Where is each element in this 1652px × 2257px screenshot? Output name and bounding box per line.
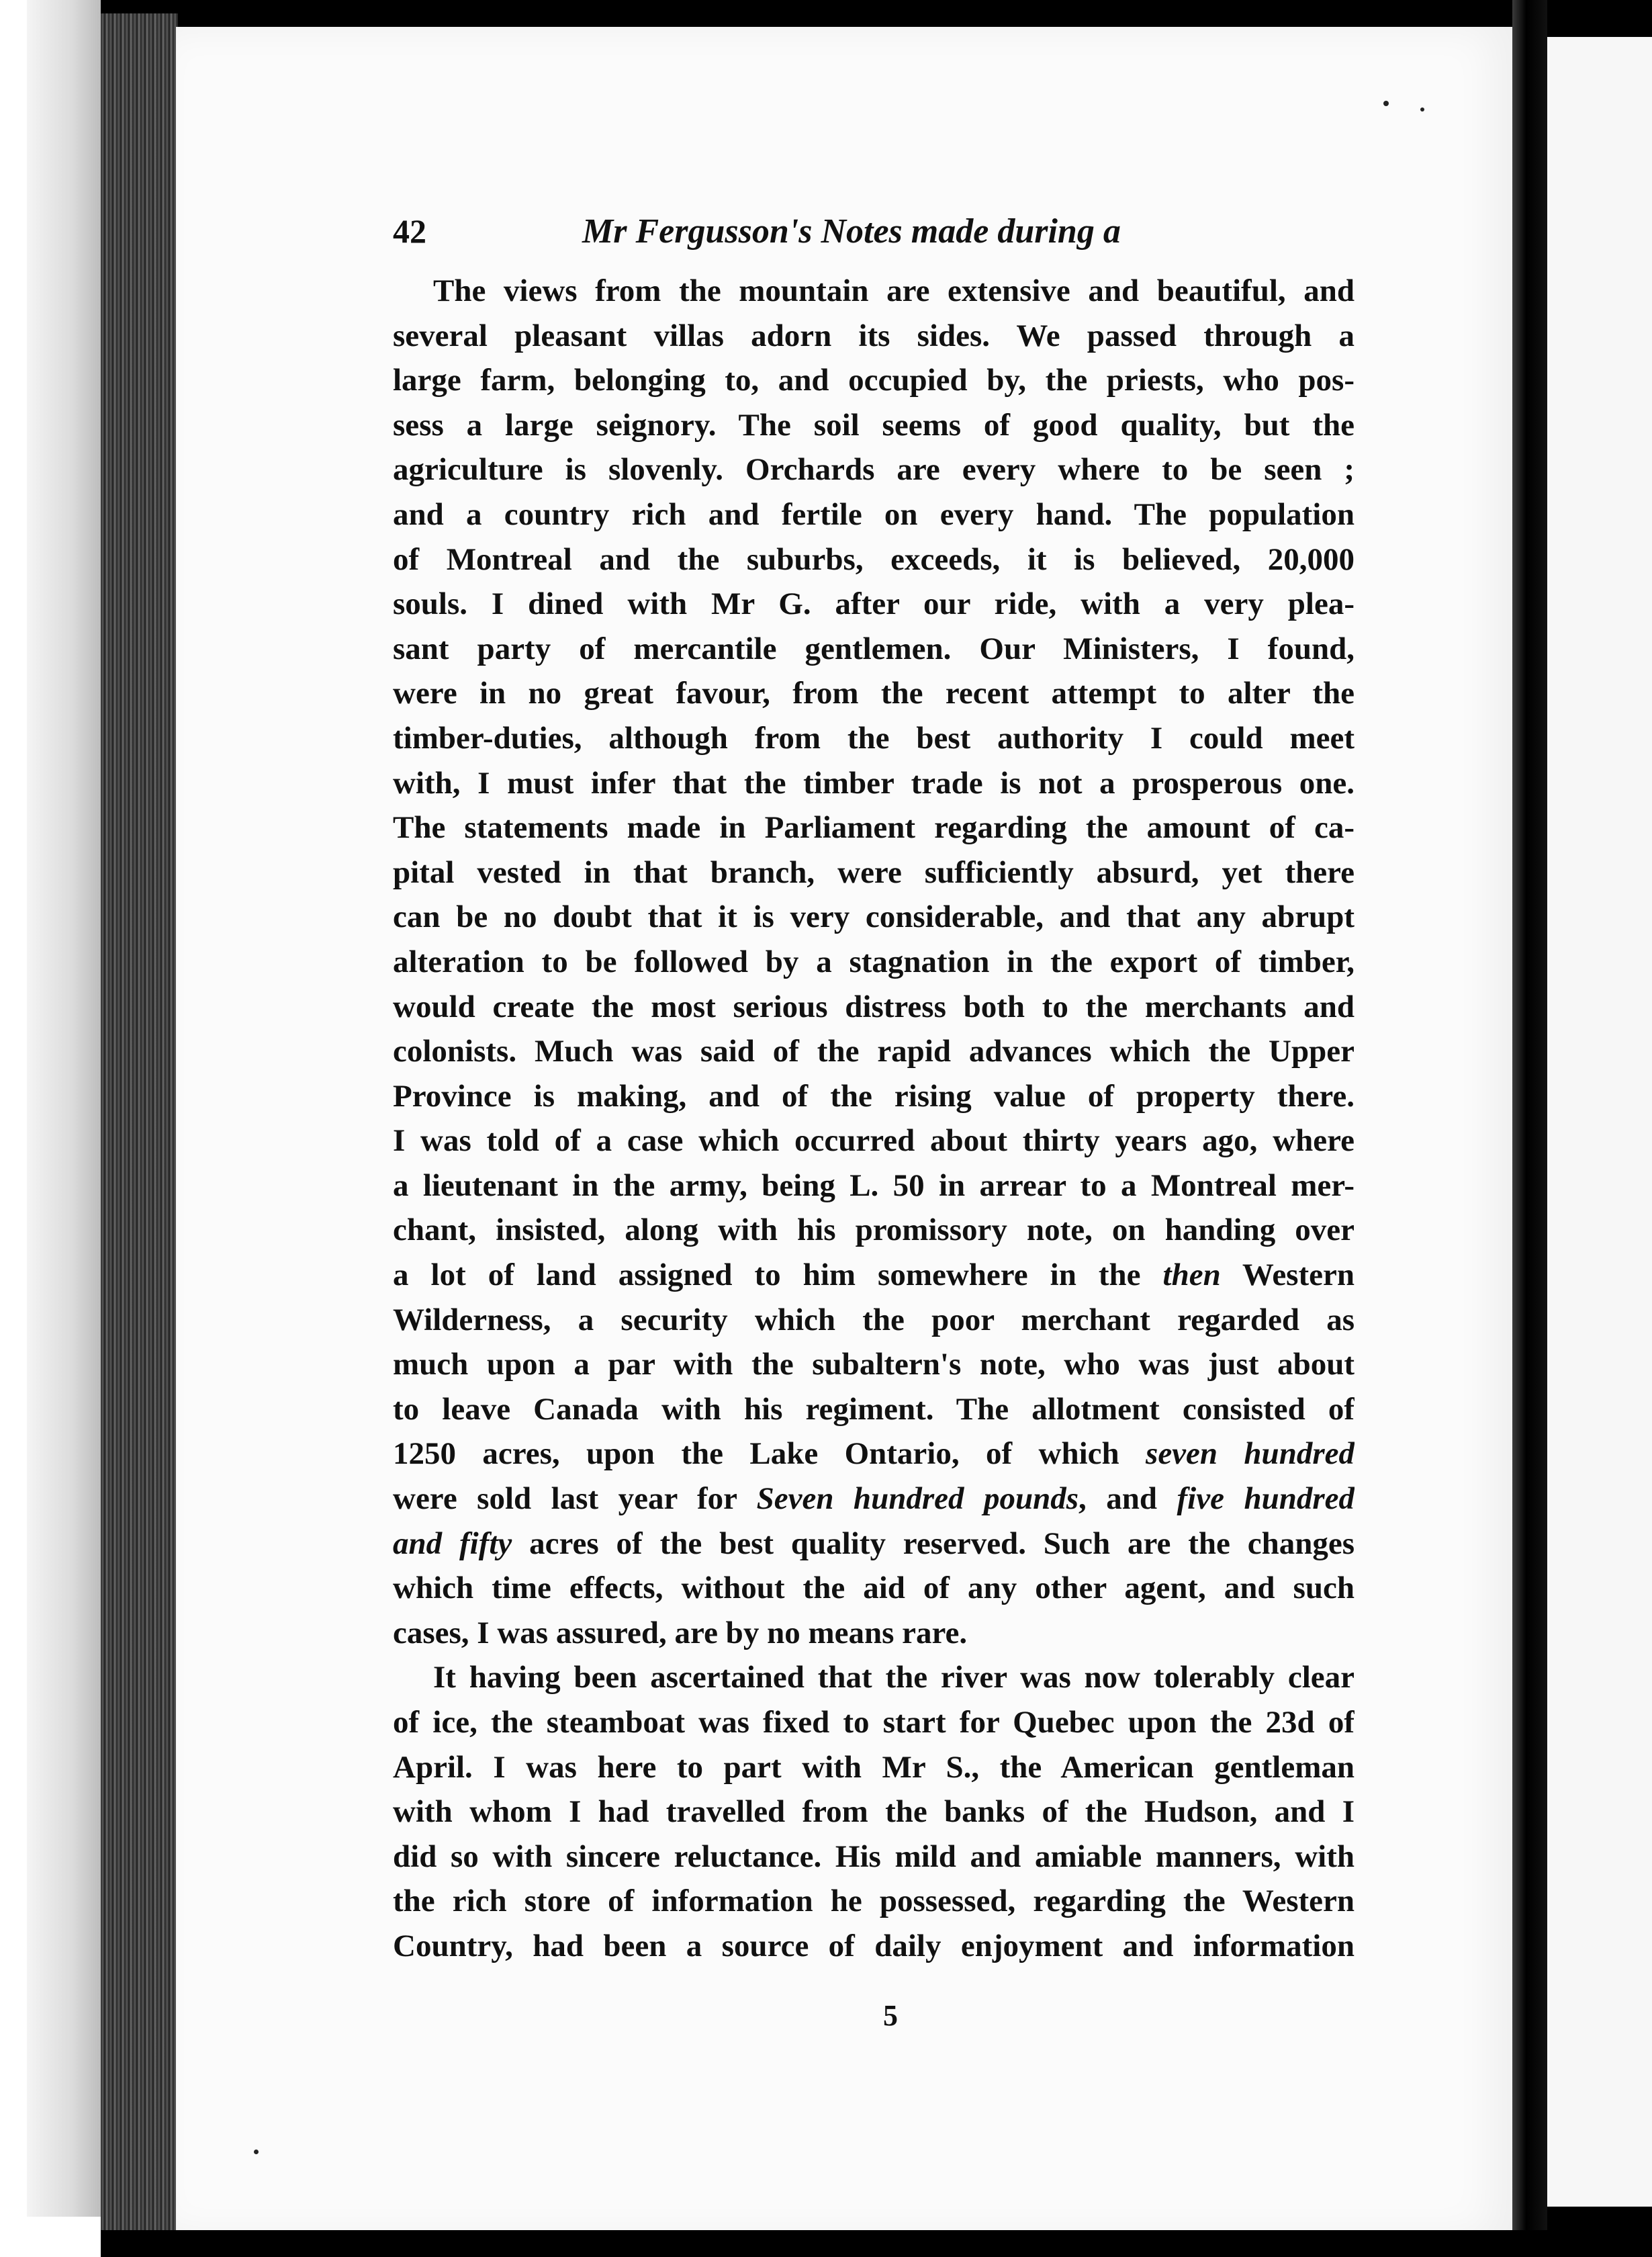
text-line	[393, 1431, 1355, 1476]
text-line	[393, 1253, 1355, 1298]
page-number: 42	[393, 212, 426, 250]
text-run: 1250 acres, upon the Lake Ontario, of which	[393, 1436, 1146, 1472]
facing-page-edge	[1547, 37, 1652, 2207]
text-line: sess a large seignory. The soil seems of good quality, but the	[393, 407, 1355, 443]
text-line: of ice, the steamboat was fixed to start for Quebec upon the 23d of	[393, 1705, 1355, 1740]
text-line: did so with sincere reluctance. His mild and amiable manners, with	[393, 1839, 1355, 1874]
text-line: were in no great favour, from the recent attempt to alter the	[393, 676, 1355, 711]
text-run: , and	[1079, 1481, 1177, 1517]
text-line	[393, 1521, 1355, 1566]
dust-speck	[1420, 107, 1424, 112]
text-line: It having been ascertained that the river was now tolerably clear	[433, 1660, 1355, 1695]
running-title: Mr Fergusson's Notes made during a	[582, 212, 1121, 251]
text-line: The statements made in Parliament regarding the amount of ca-	[393, 810, 1355, 846]
italic-text: and fifty	[393, 1525, 512, 1561]
paragraph	[393, 269, 1355, 1655]
text-line: Province is making, and of the rising value of property there.	[393, 1078, 1355, 1114]
text-line: would create the most serious distress both to the merchants and	[393, 989, 1355, 1024]
text-line: which time effects, without the aid of any other agent, and such	[393, 1570, 1355, 1606]
book-page-edges	[101, 13, 178, 2230]
text-run: were sold last year for	[393, 1481, 757, 1517]
text-line: with, I must infer that the timber trade is not a prosperous one.	[393, 765, 1355, 801]
text-line: Wilderness, a security which the poor merchant regarded as	[393, 1302, 1355, 1337]
italic-text: five hundred	[1177, 1481, 1355, 1517]
text-line: colonists. Much was said of the rapid advances which the Upper	[393, 1034, 1355, 1069]
text-line: the rich store of information he possessed, regarding the Western	[393, 1884, 1355, 1919]
text-line: I was told of a case which occurred about thirty years ago, where	[393, 1123, 1355, 1159]
text-line: April. I was here to part with Mr S., the American gentleman	[393, 1749, 1355, 1785]
text-line: can be no doubt that it is very considerable, and that any abrupt	[393, 899, 1355, 935]
scan-left-shadow	[27, 0, 101, 2217]
text-line: much upon a par with the subaltern's note, who was just about	[393, 1347, 1355, 1382]
body-text	[393, 269, 1355, 1969]
text-line: pital vested in that branch, were sufficiently absurd, yet there	[393, 854, 1355, 890]
text-run: acres of the best quality reserved. Such are the changes	[512, 1525, 1355, 1561]
book-gutter	[1512, 0, 1547, 2257]
text-line: alteration to be followed by a stagnation in the export of timber,	[393, 944, 1355, 979]
text-line: with whom I had travelled from the banks of the Hudson, and I	[393, 1794, 1355, 1830]
dust-speck	[254, 2150, 259, 2154]
text-line: a lieutenant in the army, being L. 50 in arrear to a Montreal mer-	[393, 1167, 1355, 1203]
text-line: and a country rich and fertile on every hand. The population	[393, 496, 1355, 532]
text-line: timber-duties, although from the best authority I could meet	[393, 720, 1355, 756]
text-line: sant party of mercantile gentlemen. Our Ministers, I found,	[393, 631, 1355, 666]
running-head	[393, 212, 1360, 252]
text-line: of Montreal and the suburbs, exceeds, it is believed, 20,000	[393, 541, 1355, 577]
paragraph	[393, 1655, 1355, 1968]
italic-text: seven hundred	[1146, 1436, 1355, 1472]
scan-bottom-band	[101, 2230, 1652, 2257]
text-line: cases, I was assured, are by no means rare.	[393, 1615, 968, 1650]
text-line: souls. I dined with Mr G. after our ride, with a very plea-	[393, 586, 1355, 622]
text-line: Country, had been a source of daily enjoyment and information	[393, 1928, 1355, 1963]
text-line	[393, 1476, 1355, 1521]
text-line: to leave Canada with his regiment. The allotment consisted of	[393, 1391, 1355, 1427]
text-run: a lot of land assigned to him somewhere in the	[393, 1257, 1163, 1293]
dust-speck	[1383, 101, 1389, 106]
italic-text: Seven hundred pounds	[756, 1481, 1079, 1517]
text-line: The views from the mountain are extensive and beautiful, and	[433, 273, 1355, 308]
text-line: several pleasant villas adorn its sides. We passed through a	[393, 318, 1355, 353]
text-line: large farm, belonging to, and occupied by, the priests, who pos-	[393, 363, 1355, 398]
text-line: agriculture is slovenly. Orchards are every where to be seen ;	[393, 452, 1355, 488]
text-run: Western	[1220, 1257, 1355, 1293]
signature-mark: 5	[883, 1999, 898, 2032]
text-line: chant, insisted, along with his promissory note, on handing over	[393, 1212, 1355, 1248]
italic-text: then	[1162, 1257, 1221, 1293]
